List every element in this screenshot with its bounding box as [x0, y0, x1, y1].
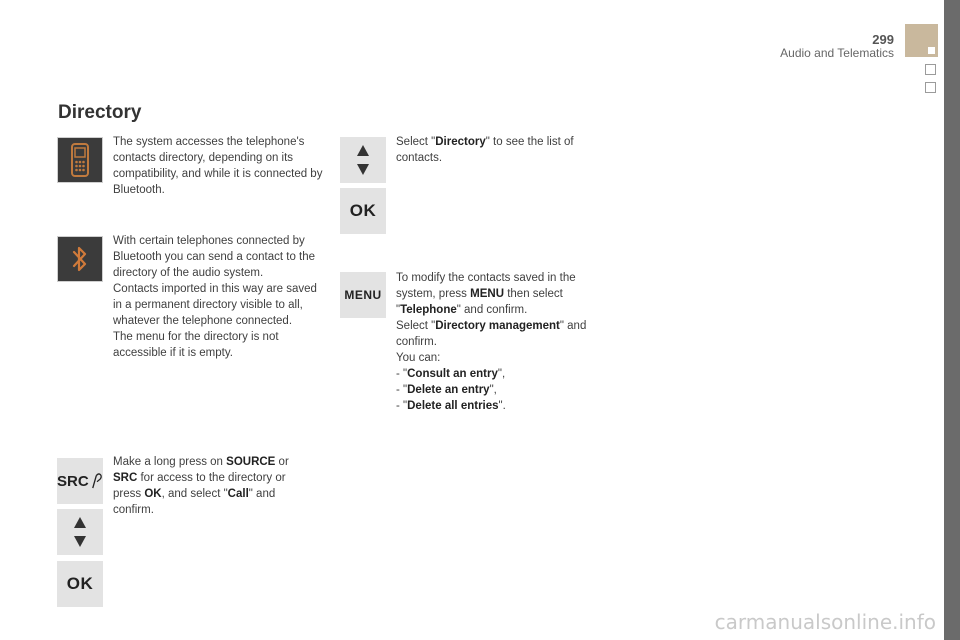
bluetooth-text-line-1: With certain telephones connected by Bluetooth you can send a contact to the directory of the audio system. — [113, 235, 316, 279]
option-item-1: - "Consult an entry", — [396, 368, 506, 380]
page-number: 299 — [872, 32, 894, 47]
modify-line-1: To modify the contacts saved in the system, press MENU then select "Telephone" and confirm. — [396, 272, 576, 316]
voice-icon — [91, 471, 103, 491]
select-directory-text: Select "Directory" to see the list of contacts. — [396, 136, 574, 164]
page-title: Directory — [58, 102, 142, 123]
arrow-up-icon — [74, 517, 86, 528]
call-instructions: Make a long press on SOURCE or SRC for access to the directory or press OK, and select "Call" and confirm. — [113, 456, 289, 516]
bluetooth-text — [113, 233, 323, 361]
menu-label: MENU — [344, 288, 382, 302]
edge-bar — [944, 0, 960, 640]
phone-icon — [57, 137, 103, 183]
section-name: Audio and Telematics — [780, 46, 894, 60]
modify-contacts-text — [396, 270, 601, 414]
modify-line-3: You can: — [396, 352, 441, 364]
src-voice-icon — [57, 458, 103, 504]
ok-label: OK — [66, 574, 94, 593]
option-item-3: - "Delete all entries". — [396, 400, 506, 412]
ok-label-right: OK — [349, 201, 377, 220]
ok-button-icon — [57, 561, 103, 607]
menu-button-icon — [340, 272, 386, 318]
bluetooth-text-line-2: Contacts imported in this way are saved in a permanent directory visible to all, whatever the telephone connected. — [113, 283, 317, 327]
arrow-up-icon-right — [357, 145, 369, 156]
chapter-tab — [905, 24, 938, 57]
arrow-down-icon-right — [357, 164, 369, 175]
arrow-down-icon — [74, 536, 86, 547]
chapter-tab-marker — [928, 47, 935, 54]
chapter-box-1 — [925, 64, 936, 75]
src-label: SRC — [57, 472, 89, 490]
bluetooth-icon — [57, 236, 103, 282]
modify-line-2: Select "Directory management" and confirm. — [396, 320, 587, 348]
up-down-arrows-icon — [57, 509, 103, 555]
watermark: carmanualsonline.info — [714, 610, 936, 634]
ok-button-icon-right — [340, 188, 386, 234]
intro-text: The system accesses the telephone's contacts directory, depending on its compatibility, and while it is connected by Bluetooth. — [113, 136, 323, 196]
option-item-2: - "Delete an entry", — [396, 384, 497, 396]
chapter-box-2 — [925, 82, 936, 93]
bluetooth-text-line-3: The menu for the directory is not accessible if it is empty. — [113, 331, 279, 359]
up-down-arrows-icon-right — [340, 137, 386, 183]
